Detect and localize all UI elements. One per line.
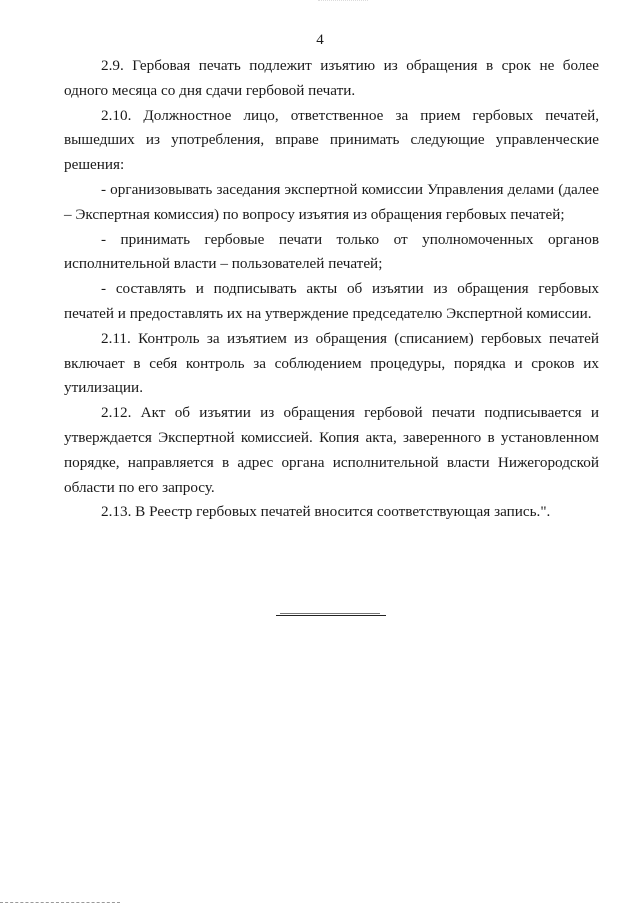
page-number: 4 <box>316 32 324 48</box>
scan-artifact <box>318 0 368 11</box>
paragraph-2-12: 2.12. Акт об изъятии из обращения гербовой печати подписывается и утверждается Экспертной комиссией. Копия акта, заверенного в установленном порядке, направляется в адрес органа исполнительной власти Нижегородской области по его запросу. <box>64 404 599 496</box>
paragraph-2-10: 2.10. Должностное лицо, ответственное за прием гербовых печатей, вышедших из употребления, вправе принимать следующие управленческие решения: <box>64 106 599 174</box>
paragraph-2-13: 2.13. В Реестр гербовых печатей вносится соответствующая запись.". <box>101 503 551 521</box>
scan-artifact-bottom <box>0 902 120 903</box>
separator-line-shadow <box>280 613 380 614</box>
document-body <box>64 54 599 525</box>
paragraph-2-11: 2.11. Контроль за изъятием из обращения (списанием) гербовых печатей включает в себя контроль за соблюдением процедуры, порядка и сроков их утилизации. <box>64 329 599 397</box>
list-item-organize-commission: - организовывать заседания экспертной комиссии Управления делами (далее – Экспертная комиссия) по вопросу изъятия из обращения гербовых печатей; <box>64 180 599 223</box>
separator-line <box>276 615 386 616</box>
list-item-compose-acts: - составлять и подписывать акты об изъятии из обращения гербовых печатей и предоставлять их на утверждение председателю Экспертной комиссии. <box>64 280 599 322</box>
paragraph-2-9: 2.9. Гербовая печать подлежит изъятию из обращения в срок не более одного месяца со дня сдачи гербовой печати. <box>64 57 599 99</box>
list-item-accept-seals: - принимать гербовые печати только от уполномоченных органов исполнительной власти – пользователей печатей; <box>64 230 599 273</box>
